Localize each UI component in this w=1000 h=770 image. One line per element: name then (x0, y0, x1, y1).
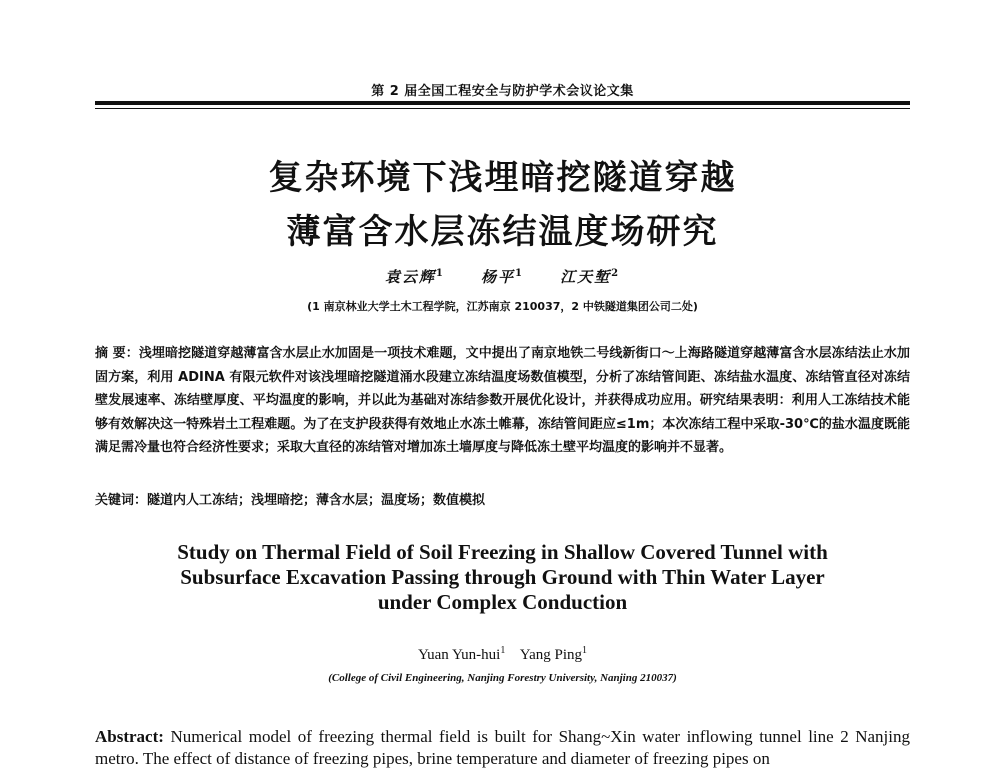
authors-cn (95, 266, 910, 287)
proceedings-header: 第 2 届全国工程安全与防护学术会议论文集 (371, 84, 634, 99)
abstract-en-label: Abstract: (95, 727, 164, 746)
title-en-line3: under Complex Conduction (377, 590, 628, 614)
header-rule-thin (95, 108, 910, 109)
author-cn-3: 江天堑 (560, 268, 612, 286)
affiliation-cn: (1 南京林业大学土木工程学院，江苏南京 210037，2 中铁隧道集团公司二处) (307, 300, 698, 313)
abstract-cn-label: 摘 要： (95, 346, 139, 361)
author-cn-3-affil: 2 (611, 268, 621, 279)
author-cn-1: 袁云辉 (384, 268, 436, 286)
title-en-line2: Subsurface Excavation Passing through Ground with Thin Water Layer (180, 565, 825, 589)
author-en-1: Yuan Yun-hui (417, 647, 501, 663)
title-cn-line2: 薄富含水层冻结温度场研究 (286, 212, 719, 252)
affiliation-en: (College of Civil Engineering, Nanjing Forestry University, Nanjing 210037) (328, 672, 677, 684)
author-en-2-affil: 1 (582, 645, 588, 656)
abstract-cn-text: 浅埋暗挖隧道穿越薄富含水层止水加固是一项技术难题，文中提出了南京地铁二号线新街口～上海路隧道穿越薄富含水层冻结法止水加固方案，利用 ADINA 有限元软件对该浅埋暗挖隧道涌水段建立冻结温度场数值模型，分析了冻结管间距、冻结盐水温度、冻结管直径对冻结壁发展速率、冻结壁厚度、平均温度的影响，并以此为基础对冻结参数开展优化设计，并获得成功应用。研究结果表明：利用人工冻结技术能够有效解决这一特殊岩土工程难题。为了在支护段获得有效地止水冻土帷幕，冻结管间距应≤1m；本次冻结工程中采取-30℃的盐水温度既能满足需冷量也符合经济性要求；采取大直径的冻结管对增加冻土墙厚度与降低冻土壁平均温度的影响并不显著。 (95, 346, 910, 455)
abstract-en-text: Numerical model of freezing thermal field is built for Shang~Xin water inflowing tunnel line 2 Nanjing metro. The effect of distance of freezing pipes, brine temperature and diameter of freezing pipes on (95, 727, 911, 768)
authors-en (95, 645, 910, 664)
title-en-line1: Study on Thermal Field of Soil Freezing in Shallow Covered Tunnel with (177, 540, 828, 564)
abstract-cn (95, 342, 910, 460)
title-en (95, 540, 910, 615)
author-cn-2-affil: 1 (515, 268, 524, 279)
keywords-cn-label: 关键词： (95, 493, 148, 508)
author-cn-1-affil: 1 (435, 268, 445, 279)
keywords-cn-text: 隧道内人工冻结；浅埋暗挖；薄含水层；温度场；数值模拟 (147, 493, 486, 508)
abstract-en (95, 726, 910, 770)
author-en-1-affil: 1 (500, 645, 506, 656)
author-cn-2: 杨平 (481, 268, 516, 286)
header-rule-thick (95, 101, 910, 105)
keywords-cn (95, 489, 910, 508)
title-cn-line1: 复杂环境下浅埋暗挖隧道穿越 (268, 158, 737, 198)
author-en-2: Yang Ping (519, 647, 583, 663)
